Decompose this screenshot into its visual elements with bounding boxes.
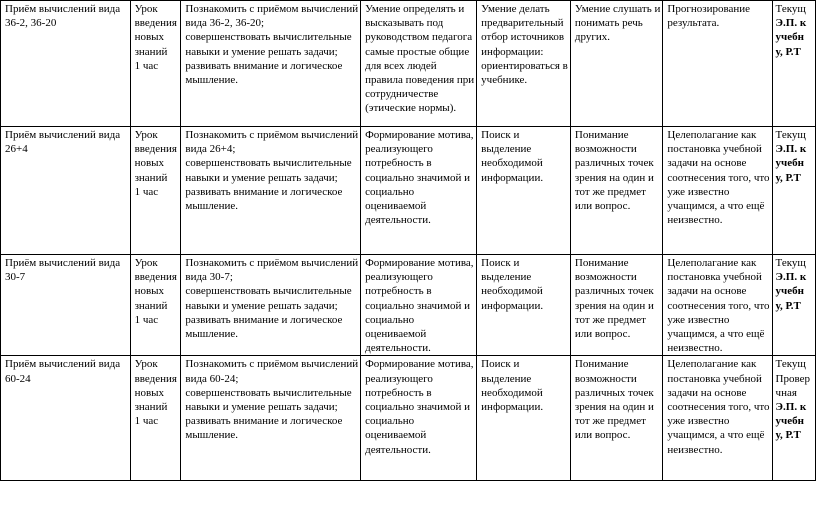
goals-cell [181,127,361,255]
cell-line: учебнике. [481,74,528,87]
cell-line: социально значимой и [365,401,470,414]
cell-line: Поиск и [481,358,520,371]
control-cell [772,1,815,127]
cell-line: Познакомить с приёмом вычислений [185,257,359,269]
cell-line: учебн [775,157,804,170]
table-row [1,255,816,356]
cell-line: учебн [775,285,804,298]
table-row [1,1,816,127]
cell-line: информации. [481,401,544,414]
personal-uud-cell [361,127,477,255]
cell-line: Урок [134,129,158,141]
cognitive-uud-cell [477,356,571,481]
cell-line: введения [134,271,177,284]
cell-line: Познакомить с приёмом вычислений [185,358,359,371]
cell-line: социально [365,415,415,428]
cell-line: совершенствовать вычислительные [185,386,352,399]
cell-line: развивать внимание и логическое [185,59,343,72]
cell-line: различных точек [574,157,654,170]
cell-line: выделение [481,143,532,156]
cell-line: Формирование мотива, [365,358,474,371]
communicative-uud-cell [570,255,662,356]
cell-line: мышление. [185,429,238,442]
cell-line: деятельности. [365,214,431,227]
cell-line: учащимся, а что ещё [667,328,765,341]
cell-line: вида 36-2, 36-20; [185,17,265,30]
cell-line: 1 час [134,415,159,428]
cell-line: Приём вычислений вида [5,3,121,15]
cell-line: зрения на один и [574,171,654,184]
cognitive-uud-cell [477,1,571,127]
cell-line: уже известно [667,415,730,428]
cell-line: Умение делать [481,3,550,15]
cell-line: реализующего [365,271,433,284]
cell-line: необходимой [481,157,543,170]
goals-cell [181,255,361,356]
lesson-type-cell [130,1,181,127]
cell-line: уже известно [667,313,730,326]
cell-line: новых [134,386,165,399]
cell-line: Урок [134,3,158,15]
cell-line: соотнесения того, что [667,171,770,184]
cell-line: необходимой [481,386,543,399]
cell-line: социально [365,185,415,198]
cell-line: учебн [775,31,804,44]
cell-line: мышление. [185,328,238,341]
cognitive-uud-cell [477,255,571,356]
cell-line: результата. [667,17,720,30]
cell-line: вида 26+4; [185,143,236,156]
cell-line: зрения на один и [574,401,654,414]
cell-line: Целеполагание как [667,257,757,269]
cell-line: введения [134,143,177,156]
cell-line: Приём вычислений вида [5,358,121,371]
cell-line: 1 час [134,59,159,72]
cell-line: потребность в [365,157,432,170]
cell-line: потребность в [365,285,432,298]
cell-line: Э.П. к [775,17,807,30]
cell-line: постановка учебной [667,143,762,156]
cell-line: знаний [134,401,168,414]
cell-line: Текущ [775,129,806,141]
personal-uud-cell [361,356,477,481]
regulatory-uud-cell [663,127,772,255]
cell-line: Целеполагание как [667,358,757,371]
cell-line: отбор источников [481,31,565,44]
cell-line: Э.П. к [775,143,807,156]
cell-line: 30-7 [5,271,26,284]
cell-line: понимать речь [574,17,643,30]
cell-line: задачи на основе [667,285,747,298]
cell-line: деятельности. [365,342,431,355]
cell-line: Э.П. к [775,271,807,284]
cell-line: Поиск и [481,129,520,141]
cell-line: развивать внимание и логическое [185,185,343,198]
cell-line: информации. [481,299,544,312]
lesson-type-cell [130,127,181,255]
cell-line: неизвестно. [667,443,723,456]
cell-line: информации: [481,45,544,58]
cell-line: тот же предмет [574,415,646,428]
cell-line: постановка учебной [667,271,762,284]
cell-line: новых [134,31,165,44]
cell-line: Умение слушать и [574,3,661,15]
cell-line: Э.П. к [775,401,807,414]
cell-line: Текущ [775,257,806,269]
control-cell [772,255,815,356]
lesson-type-cell [130,356,181,481]
cell-line: вида 30-7; [185,271,233,284]
cell-line: развивать внимание и логическое [185,415,343,428]
cell-line: оцениваемой [365,328,427,341]
cell-line: или вопрос. [574,429,631,442]
cell-line: Прогнозирование [667,3,751,15]
cell-line: 60-24 [5,372,31,385]
cell-line: Провер [775,372,811,385]
topic-cell [1,127,131,255]
cell-line: выделение [481,271,532,284]
cell-line: возможности [574,271,637,284]
cell-line: вида 60-24; [185,372,239,385]
cell-line: учащимся, а что ещё [667,200,765,213]
cell-line: 1 час [134,313,159,326]
cell-line: у, Р.Т [775,299,801,312]
cell-line: или вопрос. [574,328,631,341]
cell-line: знаний [134,171,168,184]
cell-line: у, Р.Т [775,45,801,58]
cell-line: (этические нормы). [365,102,457,115]
cell-line: 36-2, 36-20 [5,17,57,30]
cell-line: тот же предмет [574,185,646,198]
cell-line: совершенствовать вычислительные [185,31,352,44]
cell-line: введения [134,372,177,385]
cell-line: навыки и умение решать задачи; [185,45,338,58]
cell-line: мышление. [185,74,238,87]
cell-line: Понимание [574,358,629,371]
control-cell [772,356,815,481]
cell-line: самые простые общие [365,45,470,58]
cell-line: информации. [481,171,544,184]
cell-line: социально [365,313,415,326]
cell-line: Познакомить с приёмом вычислений [185,129,359,141]
cell-line: Целеполагание как [667,129,757,141]
cell-line: деятельности. [365,443,431,456]
goals-cell [181,356,361,481]
cell-line: Умение определять и [365,3,465,15]
cell-line: выделение [481,372,532,385]
cell-line: высказывать под [365,17,444,30]
cell-line: мышление. [185,200,238,213]
cell-line: возможности [574,372,637,385]
cell-line: задачи на основе [667,386,747,399]
cell-line: навыки и умение решать задачи; [185,171,338,184]
cell-line: навыки и умение решать задачи; [185,299,338,312]
cell-line: Урок [134,257,158,269]
cell-line: соотнесения того, что [667,299,770,312]
regulatory-uud-cell [663,1,772,127]
cell-line: Понимание [574,129,629,141]
cognitive-uud-cell [477,127,571,255]
cell-line: сотрудничестве [365,88,439,101]
cell-line: тот же предмет [574,313,646,326]
table-body [1,1,816,481]
cell-line: потребность в [365,386,432,399]
communicative-uud-cell [570,356,662,481]
cell-line: 26+4 [5,143,28,156]
cell-line: предварительный [481,17,564,30]
cell-line: оцениваемой [365,200,427,213]
cell-line: руководством педагога [365,31,473,44]
cell-line: знаний [134,45,168,58]
cell-line: социально значимой и [365,299,470,312]
cell-line: ориентироваться в [481,59,568,72]
cell-line: навыки и умение решать задачи; [185,401,338,414]
cell-line: соотнесения того, что [667,401,770,414]
cell-line: знаний [134,299,168,312]
cell-line: различных точек [574,285,654,298]
topic-cell [1,255,131,356]
cell-line: возможности [574,143,637,156]
cell-line: развивать внимание и логическое [185,313,343,326]
topic-cell [1,1,131,127]
goals-cell [181,1,361,127]
cell-line: или вопрос. [574,200,631,213]
cell-line: зрения на один и [574,299,654,312]
table-row [1,127,816,255]
table-row [1,356,816,481]
personal-uud-cell [361,255,477,356]
personal-uud-cell [361,1,477,127]
cell-line: 1 час [134,185,159,198]
cell-line: новых [134,285,165,298]
cell-line: Приём вычислений вида [5,129,121,141]
cell-line: неизвестно. [667,342,723,355]
cell-line: уже известно [667,185,730,198]
control-cell [772,127,815,255]
topic-cell [1,356,131,481]
cell-line: учебн [775,415,804,428]
cell-line: неизвестно. [667,214,723,227]
communicative-uud-cell [570,127,662,255]
regulatory-uud-cell [663,356,772,481]
cell-line: у, Р.Т [775,429,801,442]
cell-line: Урок [134,358,158,371]
cell-line: правила поведения при [365,74,475,87]
cell-line: Познакомить с приёмом вычислений [185,3,359,15]
cell-line: введения [134,17,177,30]
cell-line: для всех людей [365,59,437,72]
cell-line: совершенствовать вычислительные [185,285,352,298]
lesson-type-cell [130,255,181,356]
cell-line: задачи на основе [667,157,747,170]
cell-line: Формирование мотива, [365,129,474,141]
cell-line: необходимой [481,285,543,298]
cell-line: реализующего [365,372,433,385]
communicative-uud-cell [570,1,662,127]
cell-line: Текущ [775,358,806,371]
cell-line: различных точек [574,386,654,399]
cell-line: постановка учебной [667,372,762,385]
cell-line: Приём вычислений вида [5,257,121,269]
cell-line: Поиск и [481,257,520,269]
cell-line: социально значимой и [365,171,470,184]
cell-line: новых [134,157,165,170]
cell-line: Формирование мотива, [365,257,474,269]
cell-line: Текущ [775,3,806,15]
regulatory-uud-cell [663,255,772,356]
cell-line: других. [574,31,610,44]
cell-line: у, Р.Т [775,171,801,184]
cell-line: оцениваемой [365,429,427,442]
cell-line: совершенствовать вычислительные [185,157,352,170]
cell-line: реализующего [365,143,433,156]
cell-line: чная [775,386,797,399]
cell-line: Понимание [574,257,629,269]
cell-line: учащимся, а что ещё [667,429,765,442]
